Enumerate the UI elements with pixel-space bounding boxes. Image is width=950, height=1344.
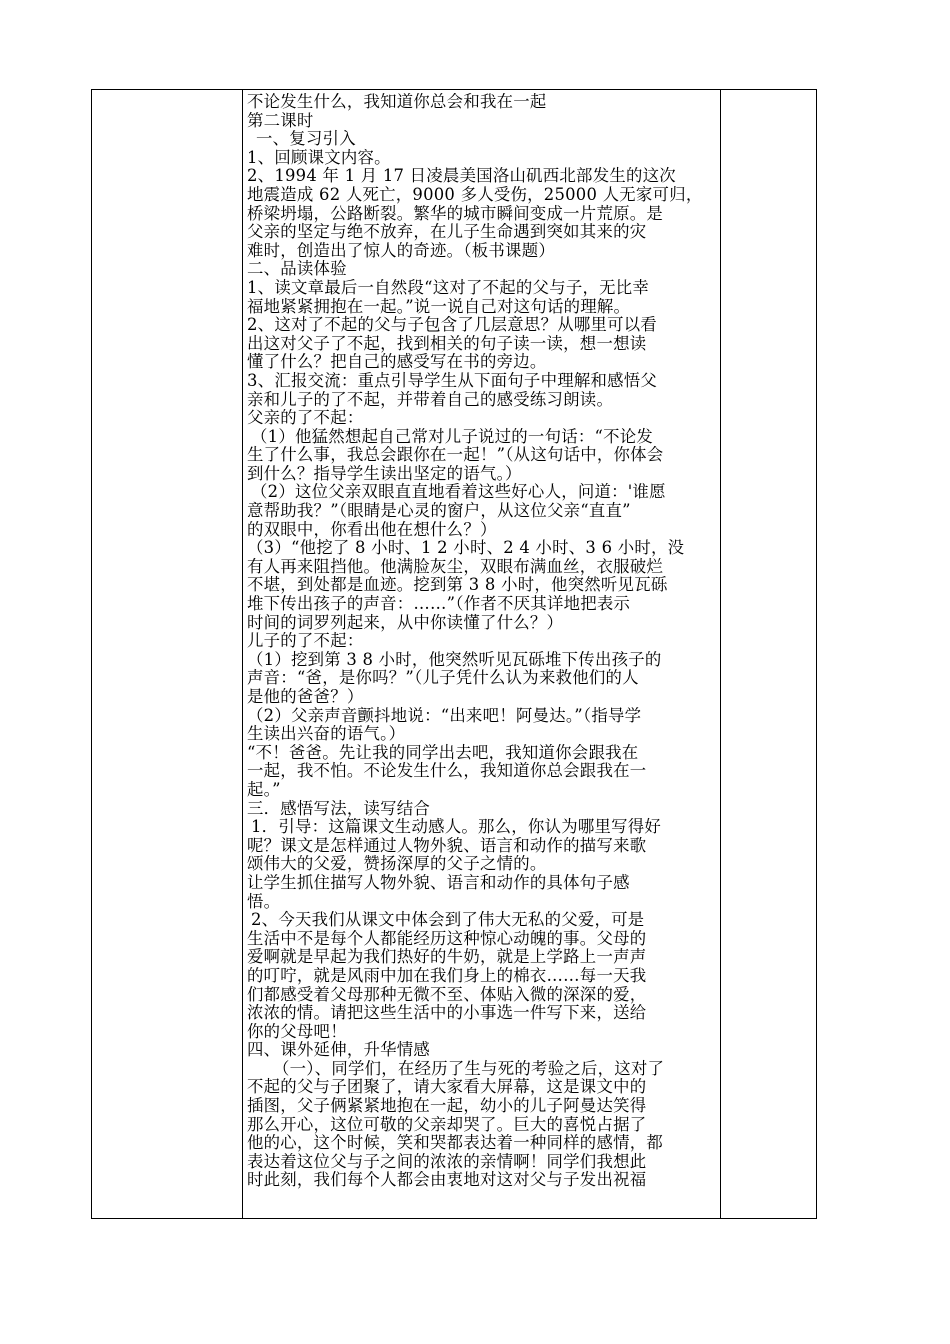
text-line: 生了什么事，我总会跟你在一起！”（从这句话中，你体会 (247, 445, 664, 465)
text-line: 那么开心，这位可敬的父亲却哭了。巨大的喜悦占据了 (247, 1114, 647, 1134)
text-line: （一）、同学们，在经历了生与死的考验之后，这对了 (273, 1058, 665, 1078)
text-line: 不起的父与子团聚了，请大家看大屏幕，这是课文中的 (247, 1077, 647, 1097)
text-line: 堆下传出孩子的声音：……”（作者不厌其详地把表示 (247, 594, 631, 614)
text-line: “不！爸爸。先让我的同学出去吧，我知道你会跟我在 (247, 742, 639, 762)
lesson-plan-table (91, 89, 817, 1219)
text-line: 到什么？指导学生读出坚定的语气。） (247, 463, 522, 483)
text-line: 第二课时 (247, 110, 314, 130)
text-line: 2、这对了不起的父与子包含了几层意思？从哪里可以看 (247, 315, 658, 335)
text-line: 是他的爸爸？） (247, 687, 364, 706)
text-line: 们都感受着父母那种无微不至、体贴入微的深深的爱， (247, 984, 647, 1004)
text-line: 浓浓的情。请把这些生活中的小事选一件写下来，送给 (247, 1003, 647, 1023)
text-line: 1．引导：这篇课文生动感人。那么，你认为哪里写得好 (251, 817, 662, 837)
text-line: 让学生抓住描写人物外貌、语言和动作的具体句子感 (247, 872, 630, 892)
text-line: 意帮助我？”（眼睛是心灵的窗户，从这位父亲“直直” (247, 501, 631, 521)
text-line: 桥梁坍塌，公路断裂。繁华的城市瞬间变成一片荒原。是 (247, 203, 664, 223)
text-line: （2）父亲声音颤抖地说：“出来吧！阿曼达。”（指导学 (247, 705, 642, 725)
text-line: 儿子的了不起： (247, 631, 364, 651)
text-line: 难时，创造出了惊人的奇迹。（板书课题） (247, 240, 555, 260)
lesson-content-cell (247, 93, 717, 1217)
text-line: 生活中不是每个人都能经历这种惊心动魄的事。父母的 (247, 928, 647, 948)
text-line: 颂伟大的父爱，赞扬深厚的父子之情的。 (247, 854, 547, 874)
text-line: 插图，父子俩紧紧地抱在一起，幼小的儿子阿曼达笑得 (247, 1096, 647, 1116)
text-line: 不堪，到处都是血迹。挖到第 3 8 小时，他突然听见瓦砾 (247, 575, 668, 595)
text-line: 有人再来阻挡他。他满脸灰尘，双眼布满血丝，衣服破烂 (247, 556, 664, 576)
text-line: 一、复习引入 (256, 129, 356, 149)
text-line: 三．感悟写法，读写结合 (247, 798, 431, 818)
text-line: （1）挖到第 3 8 小时，他突然听见瓦砾堆下传出孩子的 (247, 649, 662, 669)
text-line: 你的父母吧！ (247, 1021, 347, 1041)
text-line: 1、读文章最后一自然段“这对了不起的父与子，无比幸 (247, 277, 650, 297)
text-line: 1、回顾课文内容。 (247, 147, 391, 167)
text-line: 3、汇报交流：重点引导学生从下面句子中理解和感悟父 (247, 370, 658, 390)
text-line: 时此刻，我们每个人都会由衷地对这对父与子发出祝福 (247, 1170, 647, 1190)
text-line: 表达着这位父与子之间的浓浓的亲情啊！同学们我想此 (247, 1151, 647, 1171)
text-line: （1）他猛然想起自己常对儿子说过的一句话：“不论发 (251, 426, 654, 446)
text-line: 起。” (247, 779, 281, 799)
text-line: 的叮咛，就是风雨中加在我们身上的棉衣……每一天我 (247, 965, 647, 985)
text-line: 父亲的坚定与绝不放弃，在儿子生命遇到突如其来的灾 (247, 222, 647, 242)
text-line: 爱啊就是早起为我们热好的牛奶，就是上学路上一声声 (247, 947, 647, 967)
right-column-cell (720, 90, 816, 1218)
left-column-cell (92, 90, 243, 1218)
text-line: 2、今天我们从课文中体会到了伟大无私的父爱，可是 (251, 910, 645, 930)
text-line: 的双眼中，你看出他在想什么？） (247, 519, 497, 539)
text-line: 声音：“爸，是你吗？”（儿子凭什么认为来救他们的人 (247, 668, 639, 688)
text-line: 地震造成 62 人死亡，9000 多人受伤，25000 人无家可归， (247, 184, 703, 204)
text-line: 呢？课文是怎样通过人物外貌、语言和动作的描写来歌 (247, 835, 647, 855)
text-line: 二、品读体验 (247, 259, 347, 279)
text-line: 悟。 (247, 891, 281, 911)
text-line: 亲和儿子的了不起，并带着自己的感受练习朗读。 (247, 389, 614, 409)
text-line: 不论发生什么，我知道你总会和我在一起 (247, 93, 547, 111)
text-line: 他的心，这个时候，笑和哭都表达着一种同样的感情，都 (247, 1133, 664, 1153)
text-line: （3）“他挖了 8 小时、1 2 小时、2 4 小时、3 6 小时，没 (247, 538, 685, 558)
text-line: 懂了什么？把自己的感受写在书的旁边。 (247, 352, 547, 372)
text-line: 生读出兴奋的语气。） (247, 724, 406, 744)
text-line: 2、1994 年 1 月 17 日凌晨美国洛山矶西北部发生的这次 (247, 166, 676, 186)
text-line: 父亲的了不起： (247, 408, 364, 428)
text-line: 一起，我不怕。不论发生什么，我知道你总会跟我在一 (247, 761, 647, 781)
text-line: 时间的词罗列起来，从中你读懂了什么？） (247, 612, 564, 632)
text-line: 福地紧紧拥抱在一起。”说一说自己对这句话的理解。 (247, 296, 631, 316)
text-line: 出这对父子了不起，找到相关的句子读一读，想一想读 (247, 333, 647, 353)
text-line: （2）这位父亲双眼直直地看着这些好心人，问道：'谁愿 (251, 482, 666, 502)
text-line: 四、课外延伸，升华情感 (247, 1040, 431, 1060)
